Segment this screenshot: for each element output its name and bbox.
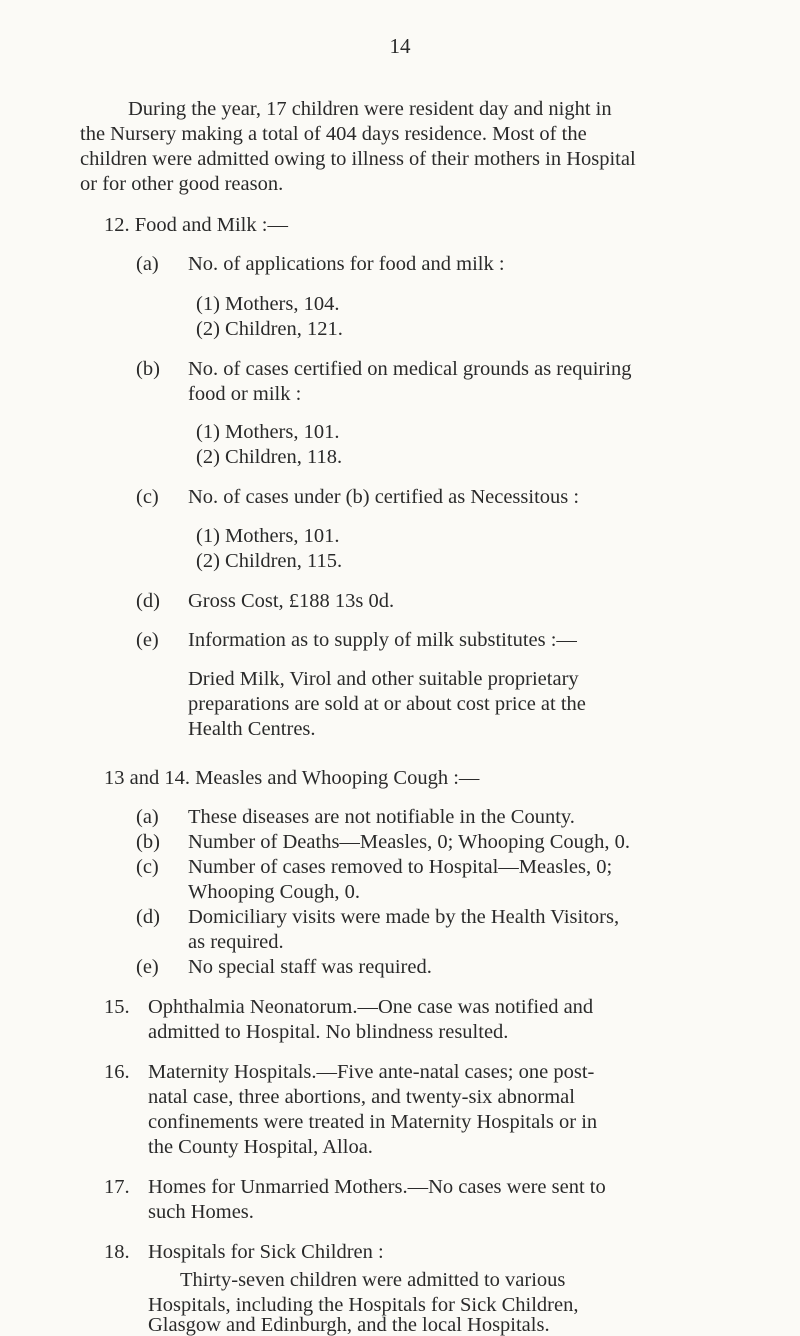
s13-c-label: (c) (136, 856, 159, 878)
s12-e-para-1: Dried Milk, Virol and other suitable proprietary (188, 668, 579, 690)
section-13-14-heading: 13 and 14. Measles and Whooping Cough :— (104, 767, 480, 789)
intro-line-2: the Nursery making a total of 404 days residence. Most of the (80, 123, 587, 145)
section-18-line-3: Glasgow and Edinburgh, and the local Hospitals. (148, 1314, 550, 1336)
section-17-line-1: Homes for Unmarried Mothers.—No cases were sent to (148, 1176, 606, 1198)
s12-e-para-3: Health Centres. (188, 718, 316, 740)
s13-c-text-2: Whooping Cough, 0. (188, 881, 360, 903)
section-18-number: 18. (104, 1241, 130, 1263)
s12-b-text-1: No. of cases certified on medical grounds as requiring (188, 358, 632, 380)
section-12-heading: 12. Food and Milk :— (104, 214, 288, 236)
s12-a-item-1: (1) Mothers, 104. (196, 293, 340, 315)
section-16-line-4: the County Hospital, Alloa. (148, 1136, 373, 1158)
s12-d-text: Gross Cost, £188 13s 0d. (188, 590, 395, 612)
s13-e-text: No special staff was required. (188, 956, 432, 978)
section-18-line-2: Hospitals, including the Hospitals for Sick Children, (148, 1294, 579, 1316)
section-16-line-1: Maternity Hospitals.—Five ante-natal cases; one post- (148, 1061, 595, 1083)
section-18-line-1: Thirty-seven children were admitted to various (180, 1269, 566, 1291)
s12-b-text-2: food or milk : (188, 383, 302, 405)
s12-e-text: Information as to supply of milk substitutes :— (188, 629, 577, 651)
s12-b-label: (b) (136, 358, 160, 380)
section-16-number: 16. (104, 1061, 130, 1083)
section-15-line-2: admitted to Hospital. No blindness resulted. (148, 1021, 509, 1043)
section-15-line-1: Ophthalmia Neonatorum.—One case was notified and (148, 996, 594, 1018)
s12-a-text: No. of applications for food and milk : (188, 253, 505, 275)
s12-c-text: No. of cases under (b) certified as Necessitous : (188, 486, 580, 508)
s13-c-text-1: Number of cases removed to Hospital—Measles, 0; (188, 856, 613, 878)
section-16-line-2: natal case, three abortions, and twenty-six abnormal (148, 1086, 575, 1108)
s12-c-label: (c) (136, 486, 159, 508)
s13-d-label: (d) (136, 906, 160, 928)
s13-d-text-1: Domiciliary visits were made by the Health Visitors, (188, 906, 620, 928)
s13-a-label: (a) (136, 806, 159, 828)
s12-a-item-2: (2) Children, 121. (196, 318, 343, 340)
s13-a-text: These diseases are not notifiable in the County. (188, 806, 575, 828)
intro-line-1: During the year, 17 children were resident day and night in (128, 98, 612, 120)
section-17-number: 17. (104, 1176, 130, 1198)
s12-b-item-1: (1) Mothers, 101. (196, 421, 340, 443)
s12-c-item-2: (2) Children, 115. (196, 550, 343, 572)
page-number: 14 (389, 34, 411, 58)
s12-a-label: (a) (136, 253, 159, 275)
s12-d-label: (d) (136, 590, 160, 612)
section-17-line-2: such Homes. (148, 1201, 254, 1223)
s12-c-item-1: (1) Mothers, 101. (196, 525, 340, 547)
section-18-heading: Hospitals for Sick Children : (148, 1241, 384, 1263)
section-15-number: 15. (104, 996, 130, 1018)
s12-b-item-2: (2) Children, 118. (196, 446, 343, 468)
section-16-line-3: confinements were treated in Maternity Hospitals or in (148, 1111, 598, 1133)
s13-b-label: (b) (136, 831, 160, 853)
intro-line-4: or for other good reason. (80, 173, 284, 195)
s13-e-label: (e) (136, 956, 159, 978)
s13-b-text: Number of Deaths—Measles, 0; Whooping Cough, 0. (188, 831, 631, 853)
s12-e-para-2: preparations are sold at or about cost price at the (188, 693, 586, 715)
s13-d-text-2: as required. (188, 931, 284, 953)
s12-e-label: (e) (136, 629, 159, 651)
intro-line-3: children were admitted owing to illness of their mothers in Hospital (80, 148, 636, 170)
